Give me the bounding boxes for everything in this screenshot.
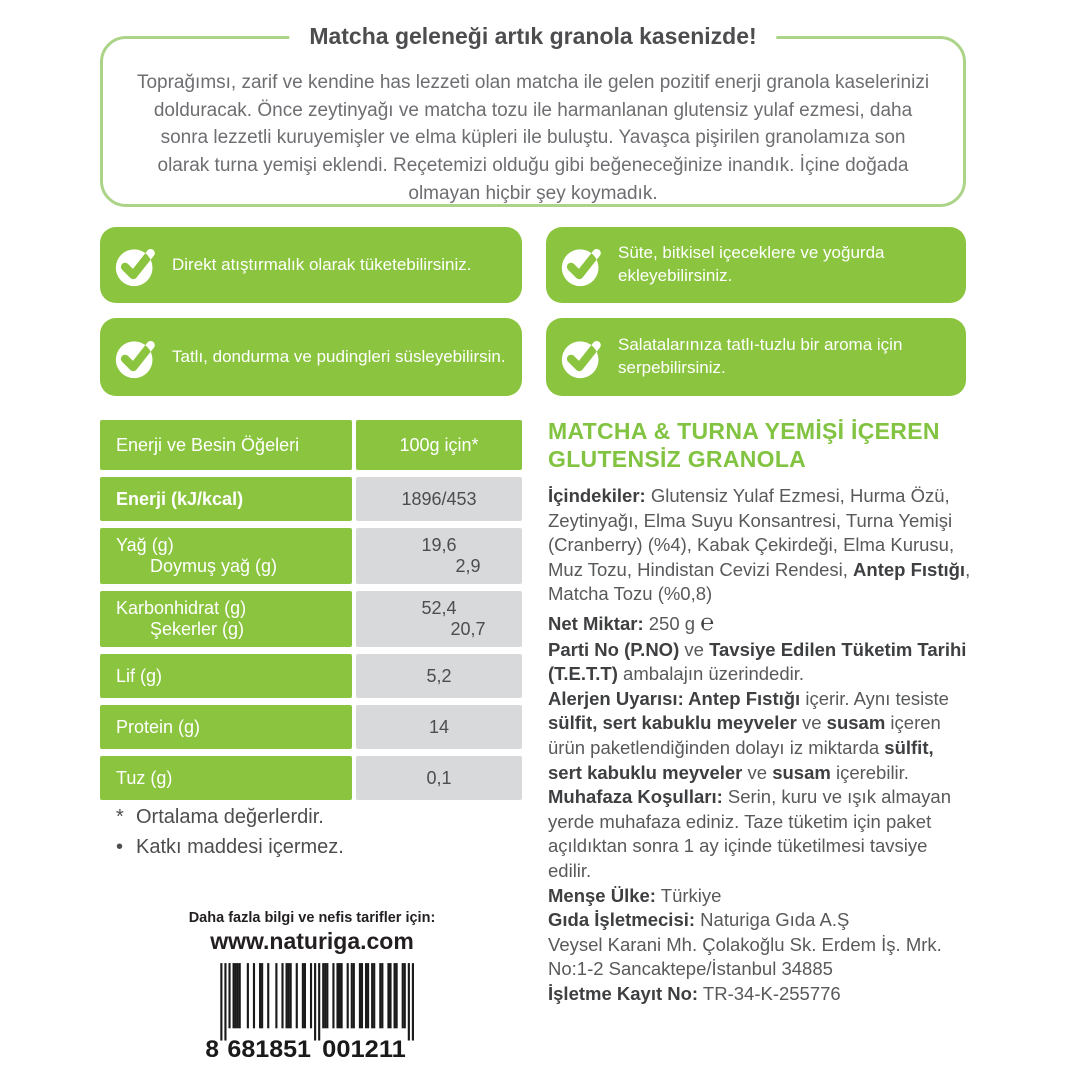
table-row [100,654,522,698]
intro-body-text: Toprağımsı, zarif ve kendine has lezzeti olan matcha ile gelen pozitif enerji granola kaselerinizi dolduracak. Önce zeytinyağı ve matcha tozu ile harmanlanan glutensiz yulaf ezmesi, daha sonra lezzetli kuruyemişler ve elma küpleri ile buluştu. Yavaşca pişirilen granolamıza son olarak turna yemişi eklendi. Reçetemizi olduğu gibi beğeneceğinize inandık. İçine doğada olmayan hiçbir şey koymadık. [136,72,930,204]
product-info-lines [548,484,972,1006]
nutrition-table [100,420,522,807]
footnote [116,806,344,829]
benefit-text: Salatalarınıza tatlı-tuzlu bir aroma için serpebilirsiniz. [618,335,903,377]
benefit-box-snack [100,227,522,303]
svg-text:681851: 681851 [227,1035,311,1063]
check-icon [114,243,158,287]
check-icon [114,335,158,379]
benefit-text: Tatlı, dondurma ve pudingleri süsleyebilirsin. [172,346,506,366]
product-info-line: Gıda İşletmecisi: Naturiga Gıda A.Ş [548,909,850,931]
benefit-box-dessert [100,318,522,396]
footnote-marker: * [116,806,124,828]
product-info-line: İşletme Kayıt No: TR-34-K-255776 [548,982,841,1004]
benefit-text: Direkt atıştırmalık olarak tüketebilirsiniz. [172,254,472,274]
row-label: Tuz (g) [116,767,173,788]
row-value: 0,1 [426,767,452,788]
product-info-line: Veysel Karani Mh. Çolakoğlu Sk. Erdem İş. Mrk. No:1-2 Sancaktepe/İstanbul 34885 [548,933,942,980]
row-value: 1896/453 [401,488,477,509]
product-info-line: Net Miktar: 250 g ℮ [548,609,714,636]
row-sublabel: Şekerler (g) [150,619,245,639]
ean13-barcode [204,961,420,1063]
benefit-text: Süte, bitkisel içeceklere ve yoğurda ekleyebilirsiniz. [618,243,885,285]
svg-text:001211: 001211 [322,1035,406,1063]
row-subvalue: 20,7 [450,619,486,639]
check-icon [560,243,604,287]
product-info-line: Alerjen Uyarısı: Antep Fıstığı içerir. Aynı tesiste sülfit, sert kabuklu meyveler ve susam içeren ürün paketlendiğinden dolayı iz miktarda sülfit, sert kabuklu meyveler ve susam içerebilir. [548,687,949,783]
table-row [100,477,522,521]
barcode-info-text: Daha fazla bilgi ve nefis tarifler için: [188,910,436,926]
row-label: Lif (g) [116,665,163,686]
row-label: Enerji (kJ/kcal) [116,488,244,509]
table-row [100,591,522,647]
website-url: www.naturiga.com [210,928,414,954]
row-value: 52,4 [421,598,457,618]
benefit-boxes [100,227,966,396]
product-info-column [548,417,972,1007]
barcode-block [152,910,472,1068]
footnote [116,836,344,859]
benefit-box-salad [546,318,966,396]
row-label: Yağ (g) [116,535,174,555]
product-info-line: İçindekiler: Glutensiz Yulaf Ezmesi, Hurma Özü, Zeytinyağı, Elma Suyu Konsantresi, Turna Yemişi (Cranberry) (%4), Kabak Çekirdeği, Elma Kurusu, Muz Tozu, Hindistan Cevizi Rendesi, Antep Fıstığı, Matcha Tozu (%0,8) [548,485,971,605]
row-label: Karbonhidrat (g) [116,598,247,618]
intro-box [100,23,966,207]
row-value: 19,6 [421,535,457,555]
row-value: 5,2 [426,665,452,686]
header-label-text: Enerji ve Besin Öğeleri [116,434,300,455]
svg-text:8: 8 [205,1035,219,1063]
table-header-row [100,420,522,470]
table-row [100,528,522,584]
row-subvalue: 2,9 [455,556,481,576]
row-sublabel: Doymuş yağ (g) [150,556,278,576]
footnote-marker: • [116,836,124,858]
table-header-label [100,420,352,470]
table-row [100,705,522,749]
product-info-line: Parti No (P.NO) ve Tavsiye Edilen Tüketim Tarihi (T.E.T.T) ambalajın üzerindedir. [548,638,967,685]
table-footnotes [116,806,344,866]
footnote-text: Katkı maddesi içermez. [136,836,344,858]
header-value-text: 100g için* [399,434,479,455]
benefit-box-milk [546,227,966,303]
table-header-value [356,420,522,470]
row-value: 14 [428,716,450,737]
product-info-line: Muhafaza Koşulları: Serin, kuru ve ışık almayan yerde muhafaza ediniz. Taze tüketim için paket açıldıktan sonra 1 ay içinde tüketilmesi tavsiye edilir. [548,786,952,881]
check-icon [560,335,604,379]
product-title: MATCHA & TURNA YEMİŞİ İÇEREN GLUTENSİZ GRANOLA [548,418,940,473]
row-label: Protein (g) [116,716,201,737]
intro-title: Matcha geleneği artık granola kasenizde! [289,23,776,50]
footnote-text: Ortalama değerlerdir. [136,806,324,828]
table-row [100,756,522,800]
product-info-line: Menşe Ülke: Türkiye [548,884,722,906]
